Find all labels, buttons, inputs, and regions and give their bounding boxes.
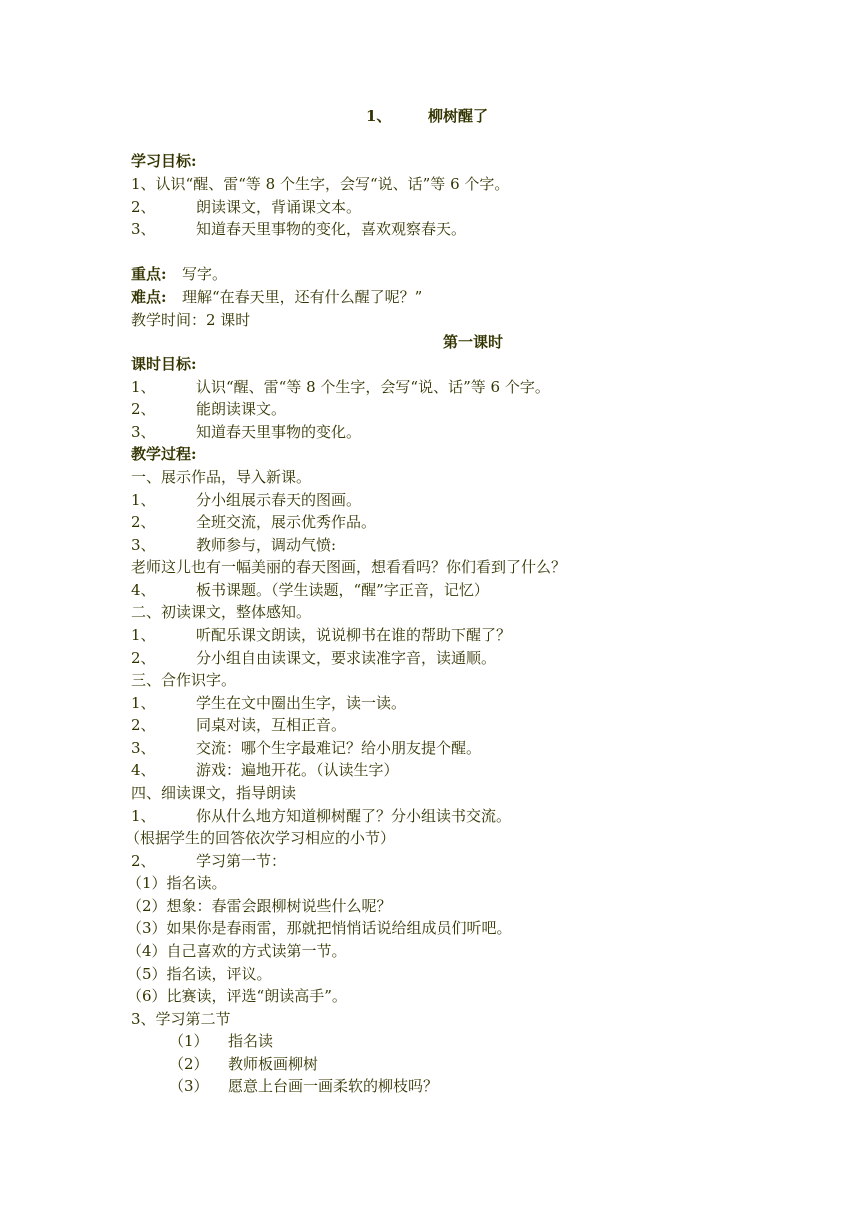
sub-item-number-2: （2） [169,1055,209,1073]
section-1-heading: 一、展示作品，导入新课。 [131,468,312,486]
section-1-step-number-4: 4、 [131,581,156,599]
lesson-goal-number-1: 1、 [131,378,156,396]
teaching-time: 教学时间：2 课时 [131,311,251,329]
goal-item-1: 1、认识“醒、雷“等 8 个生字，会写“说、话”等 6 个字。 [131,175,510,193]
section-3-step-4: 游戏：遍地开花。（认读生字） [196,761,399,779]
sub-item-number-1: （1） [169,1032,209,1050]
lesson-goals-heading: 课时目标: [131,355,197,373]
section-3-step-1: 学生在文中圈出生字，读一读。 [196,694,407,712]
section-3-step-number-3: 3、 [131,739,156,757]
section-3-step-number-2: 2、 [131,716,156,734]
section-4-note: （根据学生的回答依次学习相应的小节） [125,829,396,847]
part-item-3: （3）如果你是春雨雷，那就把悄悄话说给组成员们听吧。 [127,919,512,937]
section-4-step-3: 3、学习第二节 [131,1010,231,1028]
goal-number-2: 2、 [131,198,156,216]
sub-item-2: 教师板画柳树 [228,1055,319,1073]
key-point-text: 写字。 [182,265,228,283]
lesson-goal-3: 知道春天里事物的变化。 [196,423,362,441]
section-2-step-1: 听配乐课文朗读，说说柳书在谁的帮助下醒了？ [196,626,512,644]
section-1-step-2: 全班交流，展示优秀作品。 [196,513,377,531]
section-3-step-2: 同桌对读，互相正音。 [196,716,347,734]
section-1-step-3: 教师参与，调动气愤: [196,536,337,554]
section-4-heading: 四、细读课文，指导朗读 [131,784,297,802]
section-1-step-number-2: 2、 [131,513,156,531]
goal-item-2: 朗读课文，背诵课文本。 [196,198,362,216]
title-number: 1、 [366,107,392,125]
goal-number-3: 3、 [131,220,156,238]
section-1-teacher-note: 老师这儿也有一幅美丽的春天图画，想看看吗？你们看到了什么？ [131,558,567,576]
section-4-step-number-2: 2、 [131,852,156,870]
sub-item-1: 指名读 [228,1032,274,1050]
sub-item-3: 愿意上台画一画柔软的柳枝吗？ [228,1077,439,1095]
lesson-goal-1: 认识“醒、雷“等 8 个生字，会写“说、话”等 6 个字。 [196,378,550,396]
section-4-step-1: 你从什么地方知道柳树醒了？分小组读书交流。 [196,807,512,825]
section-2-step-number-2: 2、 [131,649,156,667]
section-1-step-4: 板书课题。（学生读题，“醒”字正音，记忆） [196,581,489,599]
difficulty-label: 难点: [131,288,167,306]
section-2-step-number-1: 1、 [131,626,156,644]
section-2-heading: 二、初读课文，整体感知。 [131,603,312,621]
key-point-label: 重点: [131,265,167,283]
part-item-6: （6）比赛读，评选“朗读高手”。 [127,987,347,1005]
part-item-2: （2）想象：春雷会跟柳树说些什么呢？ [127,897,392,915]
lesson-goal-number-2: 2、 [131,400,156,418]
section-1-step-1: 分小组展示春天的图画。 [196,491,362,509]
section-3-step-number-4: 4、 [131,761,156,779]
section-3-heading: 三、合作识字。 [131,671,237,689]
goal-item-3: 知道春天里事物的变化，喜欢观察春天。 [196,220,467,238]
section-3-step-3: 交流：哪个生字最难记？给小朋友提个醒。 [196,739,482,757]
goals-heading: 学习目标: [131,152,197,170]
section-2-step-2: 分小组自由读课文，要求读准字音，读通顺。 [196,649,497,667]
section-3-step-number-1: 1、 [131,694,156,712]
section-1-step-number-3: 3、 [131,536,156,554]
process-heading: 教学过程: [131,445,197,463]
difficulty-text: 理解“在春天里，还有什么醒了呢？” [182,288,423,306]
part-item-4: （4）自己喜欢的方式读第一节。 [127,942,347,960]
lesson-heading: 第一课时 [443,333,504,351]
section-4-step-2: 学习第一节： [196,852,287,870]
sub-item-number-3: （3） [169,1077,209,1095]
part-item-1: （1）指名读。 [127,874,227,892]
document-title: 柳树醒了 [428,107,489,125]
lesson-goal-2: 能朗读课文。 [196,400,287,418]
lesson-goal-number-3: 3、 [131,423,156,441]
part-item-5: （5）指名读，评议。 [127,965,272,983]
section-1-step-number-1: 1、 [131,491,156,509]
section-4-step-number-1: 1、 [131,807,156,825]
